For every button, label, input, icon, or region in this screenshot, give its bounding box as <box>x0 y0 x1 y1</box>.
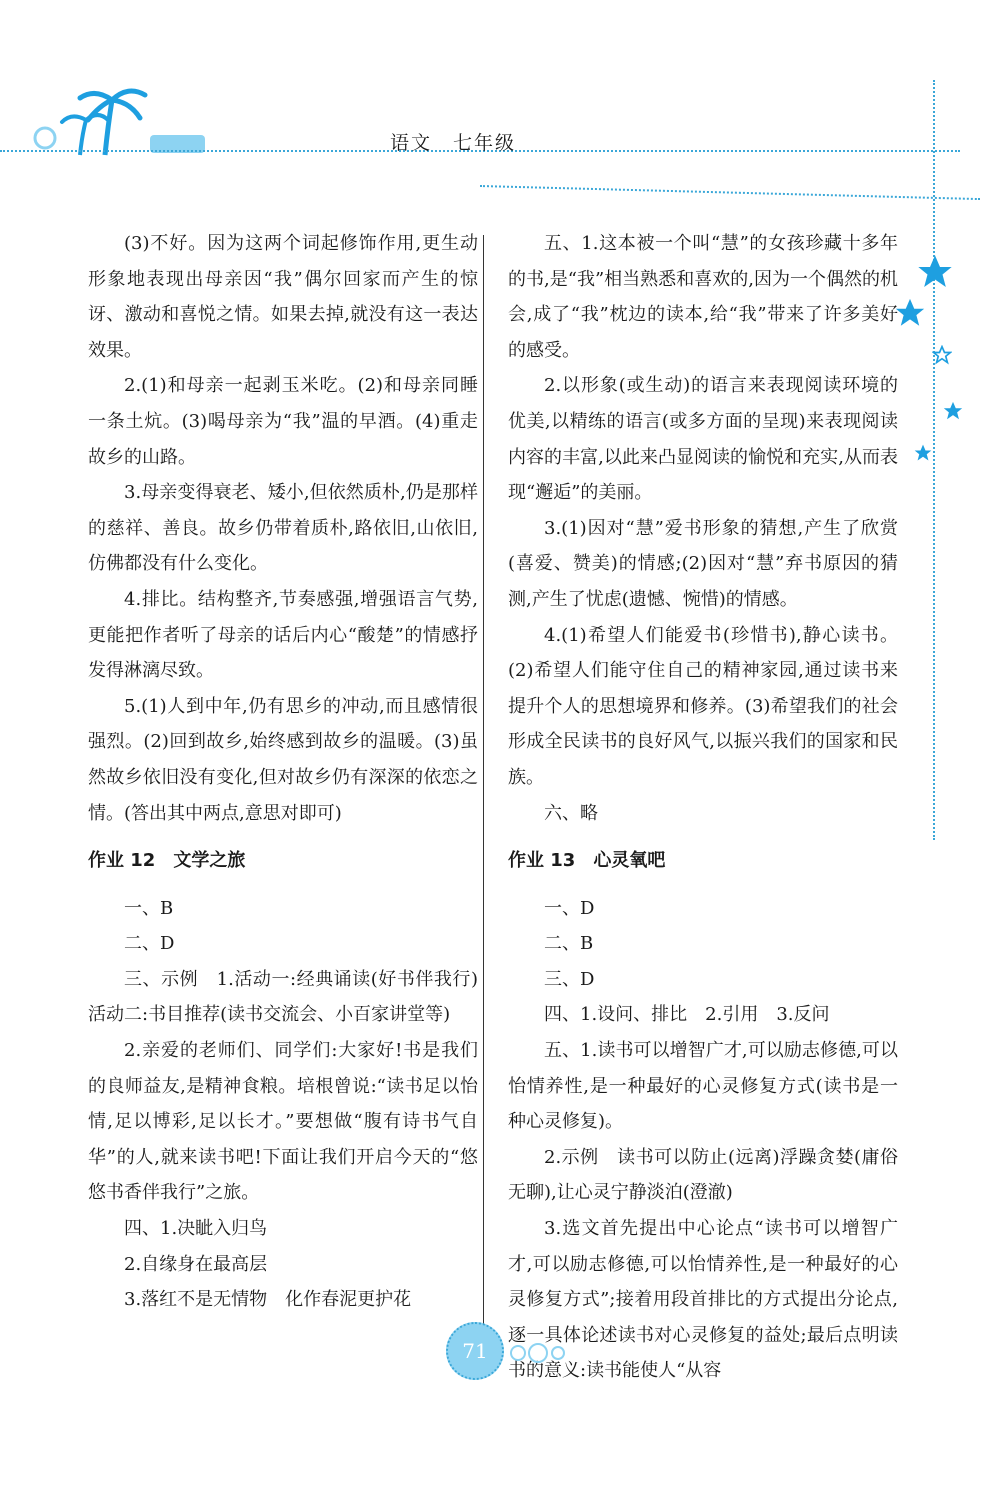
page-header-title: 语文 七年级 <box>390 132 517 154</box>
bubble-decoration-icon <box>508 1338 568 1368</box>
answer-paragraph: 4.排比。结构整齐,节奏感强,增强语言气势,更能把作者听了母亲的话后内心“酸楚”的情感抒发得淋漓尽致。 <box>88 588 478 682</box>
answer-paragraph: 四、1.设问、排比 2.引用 3.反问 <box>544 1004 830 1026</box>
page-number: 71 <box>446 1322 504 1380</box>
answer-paragraph: 2.亲爱的老师们、同学们:大家好!书是我们的良师益友,是精神食粮。培根曾说:“读书足以怡情,足以博彩,足以长才。”要想做“腹有诗书气自华”的人,就来读书吧!下面让我们开启今天的“悠悠书香伴我行”之旅。 <box>88 1040 478 1204</box>
answer-paragraph: 五、1.读书可以增智广才,可以励志修德,可以怡情养性,是一种最好的心灵修复方式(读书是一种心灵修复)。 <box>508 1040 898 1133</box>
answer-paragraph: 三、示例 1.活动一:经典诵读(好书伴我行) 活动二:书目推荐(读书交流会、小百家讲堂等) <box>88 968 496 1026</box>
answer-paragraph: 4.(1)希望人们能爱书(珍惜书),静心读书。(2)希望人们能守住自己的精神家园,通过读书来提升个人的思想境界和修养。(3)希望我们的社会形成全民读书的良好风气,以振兴我们的国家和民族。 <box>508 624 898 788</box>
palm-tree-logo <box>0 80 260 160</box>
star-icon <box>893 296 927 330</box>
answer-paragraph: (3)不好。因为这两个词起修饰作用,更生动形象地表现出母亲因“我”偶尔回家而产生的惊讶、激动和喜悦之情。如果去掉,就没有这一表达效果。 <box>88 233 478 361</box>
right-column <box>508 226 898 1389</box>
answer-paragraph: 二、D <box>124 933 175 955</box>
answer-paragraph: 3.(1)因对“慧”爱书形象的猜想,产生了欣赏(喜爱、赞美)的情感;(2)因对“慧”弃书原因的猜测,产生了忧虑(遗憾、惋惜)的情感。 <box>508 517 898 610</box>
star-icon <box>913 443 933 463</box>
star-icon <box>932 345 952 365</box>
answer-paragraph: 二、B <box>544 933 594 955</box>
section-heading: 作业 13 心灵氧吧 <box>508 850 666 872</box>
margin-dotted-line <box>933 80 935 840</box>
answer-paragraph: 3.选文首先提出中心论点“读书可以增智广才,可以励志修德,可以怡情养性,是一种最好的心灵修复方式”;接着用段首排比的方式提出分论点,逐一具体论述读书对心灵修复的益处;最后点明读书的意义:读书能使人“从容 <box>508 1218 898 1382</box>
answer-paragraph: 2.自缘身在最高层 <box>124 1253 268 1275</box>
column-divider <box>483 235 484 1335</box>
answer-paragraph: 一、B <box>124 897 174 919</box>
star-icon <box>942 400 964 422</box>
answer-paragraph: 一、D <box>544 897 595 919</box>
star-icon <box>915 252 955 292</box>
answer-paragraph: 三、D <box>544 968 595 990</box>
answer-paragraph: 六、略 <box>544 802 598 824</box>
answer-paragraph: 3.母亲变得衰老、矮小,但依然质朴,仍是那样的慈祥、善良。故乡仍带着质朴,路依旧,山依旧,仿佛都没有什么变化。 <box>88 482 478 575</box>
answer-paragraph: 5.(1)人到中年,仍有思乡的冲动,而且感情很强烈。(2)回到故乡,始终感到故乡的温暖。(3)虽然故乡依旧没有变化,但对故乡仍有深深的依恋之情。(答出其中两点,意思对即可) <box>88 695 478 824</box>
answer-paragraph: 2.(1)和母亲一起剥玉米吃。(2)和母亲同睡一条土炕。(3)喝母亲为“我”温的早酒。(4)重走故乡的山路。 <box>88 375 478 468</box>
answer-paragraph: 五、1.这本被一个叫“慧”的女孩珍藏十多年的书,是“我”相当熟悉和喜欢的,因为一个偶然的机会,成了“我”枕边的读本,给“我”带来了许多美好的感受。 <box>508 233 898 361</box>
answer-paragraph: 3.落红不是无情物 化作春泥更护花 <box>124 1289 412 1311</box>
answer-paragraph: 2.示例 读书可以防止(远离)浮躁贪婪(庸俗无聊),让心灵宁静淡泊(澄澈) <box>508 1146 898 1204</box>
answer-paragraph: 2.以形象(或生动)的语言来表现阅读环境的优美,以精练的语言(或多方面的呈现)来表现阅读内容的丰富,以此来凸显阅读的愉悦和充实,从而表现“邂逅”的美丽。 <box>508 375 898 504</box>
left-column <box>88 226 496 1318</box>
header-rule-slant <box>480 185 980 200</box>
answer-paragraph: 四、1.决眦入归鸟 <box>124 1218 268 1240</box>
section-heading: 作业 12 文学之旅 <box>88 850 246 872</box>
